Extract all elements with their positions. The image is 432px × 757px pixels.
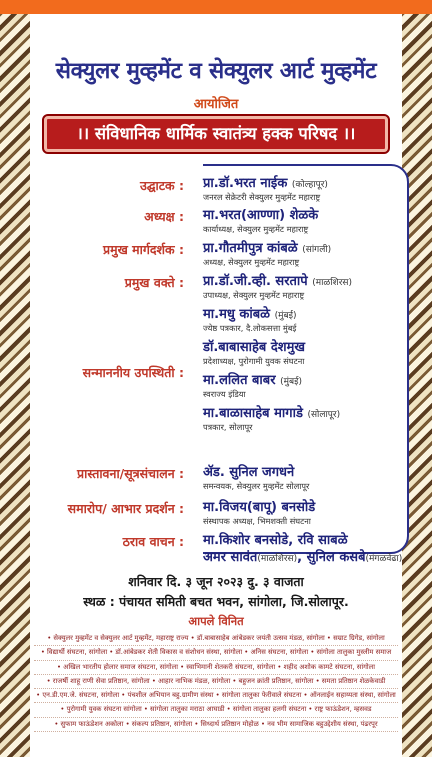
- left-border-pattern: [0, 0, 32, 757]
- person-place: (सांगली): [302, 245, 332, 255]
- person-bharat-shelke: [203, 205, 399, 235]
- organizations-list: [34, 632, 398, 732]
- person-place: (माळशिरस): [312, 278, 352, 288]
- role-president: अध्यक्ष :: [144, 209, 184, 224]
- person-place: (कोल्हापूर): [291, 180, 328, 190]
- person-desc: अध्यक्ष, सेक्युलर मुव्हमेंट महाराष्ट्र: [203, 257, 300, 267]
- org-line: • सेक्युलर मुव्हमेंट व सेक्युलर आर्ट मुव्हमेंट, महाराष्ट्र राज्य • डॉ.बाबासाहेब आंबेडकर जयंती उत्सव मंडळ, सांगोला • सम्राट ग्रिगेड, सांगोला: [34, 632, 398, 646]
- person-desc: संस्थापक अध्यक्ष, भिमशक्ती संघटना: [203, 516, 311, 526]
- poster-title: सेक्युलर मुव्हमेंट व सेक्युलर आर्ट मुव्हमेंट: [55, 58, 377, 84]
- person-desc: उपाध्यक्ष, सेक्युलर मुव्हमेंट महाराष्ट्र: [203, 290, 305, 300]
- role-resolution-reading: ठराव वाचन :: [122, 534, 184, 549]
- person-name: मा.मधु कांबळे: [203, 307, 271, 322]
- person-place: (माळशिरस): [257, 554, 298, 564]
- role-honored-presence: सन्माननीय उपस्थिती :: [82, 365, 184, 380]
- role-intro-anchor: प्रास्तावना/सूत्रसंचालन :: [76, 466, 184, 481]
- event-venue: स्थळ : पंचायत समिती बचत भवन, सांगोला, जि.सोलापूर.: [83, 594, 349, 609]
- person-desc: कार्याध्यक्ष, सेक्युलर मुव्हमेंट महाराष्ट्र: [203, 224, 309, 234]
- person-name-extra: , सुनिल कसबे: [297, 550, 366, 565]
- person-sartape: [203, 271, 399, 301]
- event-banner: [44, 116, 388, 152]
- person-balasaheb-magade: [203, 403, 399, 433]
- person-desc: स्वराज्य इंडिया: [203, 389, 246, 399]
- person-name: प्रा.गौतमीपुत्र कांबळे: [203, 241, 298, 256]
- person-desc: प्रदेशाध्यक्ष, पुरोगामी युवक संघटना: [203, 356, 305, 366]
- person-place: (मुंबई): [274, 311, 297, 321]
- organized-label: आयोजित: [193, 97, 239, 112]
- person-vijay-bansode: [203, 497, 399, 527]
- person-bharat-naik: [203, 173, 399, 203]
- person-desc: जनरल सेक्रेटरी सेक्युलर मुव्हमेंट महाराष्ट्र: [203, 192, 321, 202]
- event-date: शनिवार दि. ३ जून २०२३ दु. ३ वाजता: [128, 574, 304, 589]
- person-name: ॲड. सुनिल जगधने: [203, 465, 295, 480]
- person-lalit-babar: [203, 370, 399, 400]
- org-line: • सुफाम फाऊंडेशन अकोला • संकल्प प्रतिष्ठान, सांगोला • सिध्दार्थ प्रतिष्ठान मोहोळ • नव भीम सामाजिक बहुउद्देशीय संस्था, पंढरपूर: [34, 718, 398, 732]
- event-name: ।। संविधानिक धार्मिक स्वातंत्र्य हक्क परिषद ।।: [76, 124, 356, 143]
- person-place: (मुंबई): [280, 377, 303, 387]
- org-line: • विद्यार्थी संघटना, सांगोला • डॉ.आंबेडकर शेती विकास व संशोधन संस्था, सांगोला • अनिस संघटना, सांगोला • सांगोला तालुका मुस्लीम समाज: [34, 646, 398, 660]
- person-name: डॉ.बाबासाहेब देशमुख: [203, 340, 305, 355]
- person-name: मा.ललित बाबर: [203, 373, 276, 388]
- person-amar-sawant: [203, 547, 403, 565]
- panel-left-gap: [185, 164, 203, 554]
- person-sunil-jagdhane: [203, 462, 399, 492]
- person-name: मा.किशोर बनसोडे, रवि साबळे: [203, 533, 348, 548]
- person-desc: ज्येष्ठ पत्रकार, दै.लोकसत्ता मुंबई: [203, 323, 297, 333]
- person-gautamiputra-kamble: [203, 238, 399, 268]
- org-line: • राजर्षी शाहू राणी सेवा प्रतिष्ठान, सांगोला • आहार नाभिक मंडळ, सांगोला • बहुजन क्रांती प्रतिष्ठान, सांगोला • समता प्रतिष्ठान शेळकेवाडी: [34, 675, 398, 689]
- person-place: (सोलापूर): [307, 410, 341, 420]
- person-desc: पत्रकार, सोलापूर: [203, 422, 253, 432]
- org-line: • एन.डी.एम.जे. संघटना, सांगोला • पंचशील अभियान बहु.ग्रामीण संस्था • सांगोला तालुका फेरीवाले संघटना • ऑनलाईन सहाय्यता संस्था, सांगोला: [34, 689, 398, 703]
- person-name: प्रा.डॉ.जी.व्ही. सरतापे: [203, 274, 308, 289]
- person-babasaheb-deshmukh: [203, 337, 399, 367]
- top-orange-bar: [30, 0, 402, 14]
- person-name: मा.बाळासाहेब मागाडे: [203, 406, 303, 421]
- role-chief-guide: प्रमुख मार्गदर्शक :: [102, 242, 184, 257]
- person-place-extra: (मंगळवेढा): [365, 554, 403, 564]
- top-left-accent: [0, 0, 30, 14]
- role-inaugurator: उद्घाटक :: [140, 178, 184, 193]
- org-line: • पुरोगामी युवक संघटना सांगोला • सांगोला तालुका मराठा आघाडी • सांगोला तालुका हलगी संघटना • राष्ट्र फाऊंडेशन, म्हसवड: [34, 703, 398, 717]
- person-name: प्रा.डॉ.भरत नाईक: [203, 176, 288, 191]
- person-name: मा.भरत(आण्णा) शेळके: [203, 208, 319, 223]
- person-name: मा.विजय(बापू) बनसोडे: [203, 500, 316, 515]
- role-main-speakers: प्रमुख वक्ते :: [124, 275, 184, 290]
- person-desc: समन्वयक, सेक्युलर मुव्हमेंट सोलापूर: [203, 481, 310, 491]
- thanks-heading: आपले विनित: [188, 614, 244, 628]
- role-conclusion-thanks: समारोप/ आभार प्रदर्शन :: [67, 501, 184, 516]
- top-right-accent: [402, 0, 432, 14]
- person-kishor-bansode: [203, 530, 399, 548]
- org-line: • अखिल भारतीय होलार समाज संघटना, सांगोला • स्वाभिमानी शेतकरी संघटना, सांगोला • शहीद अशोक कामटे संघटना, सांगोला: [34, 661, 398, 675]
- person-madhu-kamble: [203, 304, 399, 334]
- person-name: अमर सावंत: [203, 550, 258, 565]
